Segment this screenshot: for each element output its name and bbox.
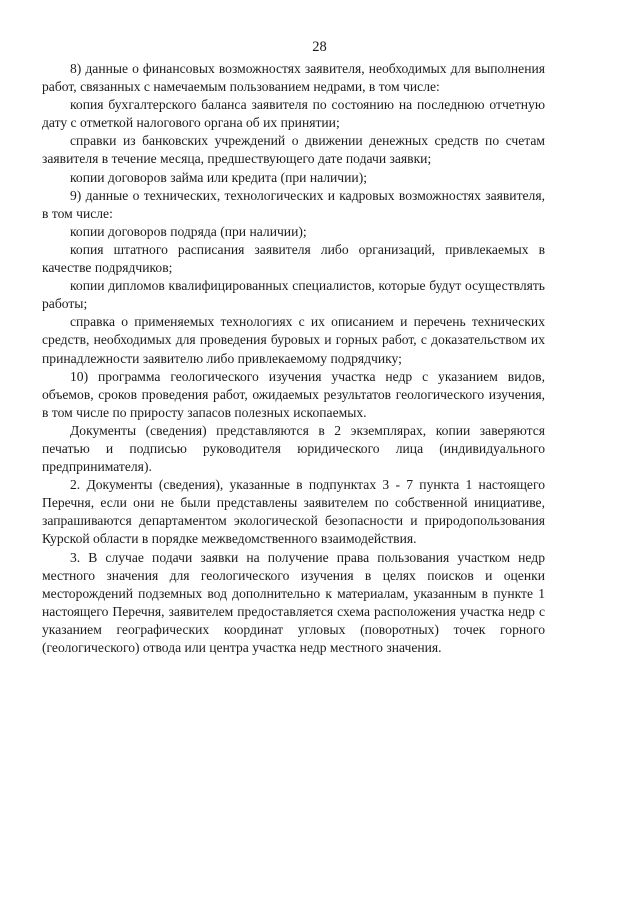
paragraph-contract-copies: копии договоров подряда (при наличии);: [70, 223, 307, 239]
paragraph-staff-schedule: копия штатного расписания заявителя либо организаций, привлекаемых в качестве подрядчиков;: [42, 241, 545, 276]
paragraph-item-3: 3. В случае подачи заявки на получение права пользования участком недр местного значения для геологического изучения в целях поисков и оценки месторождений подземных вод дополнительно к материалам, указанным в пункте 1 настоящего Перечня, заявителем предоставляется схема расположения участка недр с указанием географических координат угловых (поворотных) точек горного (геологического) отвода или центра участка недр местного значения.: [42, 549, 545, 655]
page-number: 28: [312, 39, 327, 55]
paragraph-technical-capabilities: 9) данные о технических, технологических и кадровых возможностях заявителя, в том числе:: [42, 187, 545, 221]
paragraph-item-2: 2. Документы (сведения), указанные в подпунктах 3 - 7 пункта 1 настоящего Перечня, если они не были представлены заявителем по собственной инициативе, запрашиваются департаментом экологической безопасности и природопользования Курской области в порядке межведомственного взаимодействия.: [42, 477, 545, 547]
paragraph-financial-capabilities: 8) данные о финансовых возможностях заявителя, необходимых для выполнения работ, связанных с намечаемым пользованием недрами, в том числе:: [42, 61, 545, 95]
paragraph-technology-reference: справка о применяемых технологиях с их описанием и перечень технических средств, необходимых для проведения буровых и горных работ, с доказательством их принадлежности заявителю либо привлекаемому подрядчику;: [42, 314, 545, 366]
document-body: [42, 60, 545, 657]
paragraph-document-copies: Документы (сведения) представляются в 2 экземплярах, копии заверяются печатью и подписью руководителя юридического лица (индивидуального предпринимателя).: [42, 422, 545, 475]
paragraph-balance-sheet-copy: копия бухгалтерского баланса заявителя по состоянию на последнюю отчетную дату с отметкой налогового органа об их принятии;: [42, 97, 545, 131]
paragraph-diplomas: копии дипломов квалифицированных специалистов, которые будут осуществлять работы;: [42, 278, 545, 312]
paragraph-loan-agreements: копии договоров займа или кредита (при наличии);: [70, 169, 367, 185]
paragraph-bank-statements: справки из банковских учреждений о движении денежных средств по счетам заявителя в течение месяца, предшествующего дате подачи заявки;: [42, 133, 545, 167]
paragraph-exploration-program: 10) программа геологического изучения участка недр с указанием видов, объемов, сроков проведения работ, ожидаемых результатов геологического изучения, в том числе по приросту запасов полезных ископаемых.: [42, 368, 545, 420]
